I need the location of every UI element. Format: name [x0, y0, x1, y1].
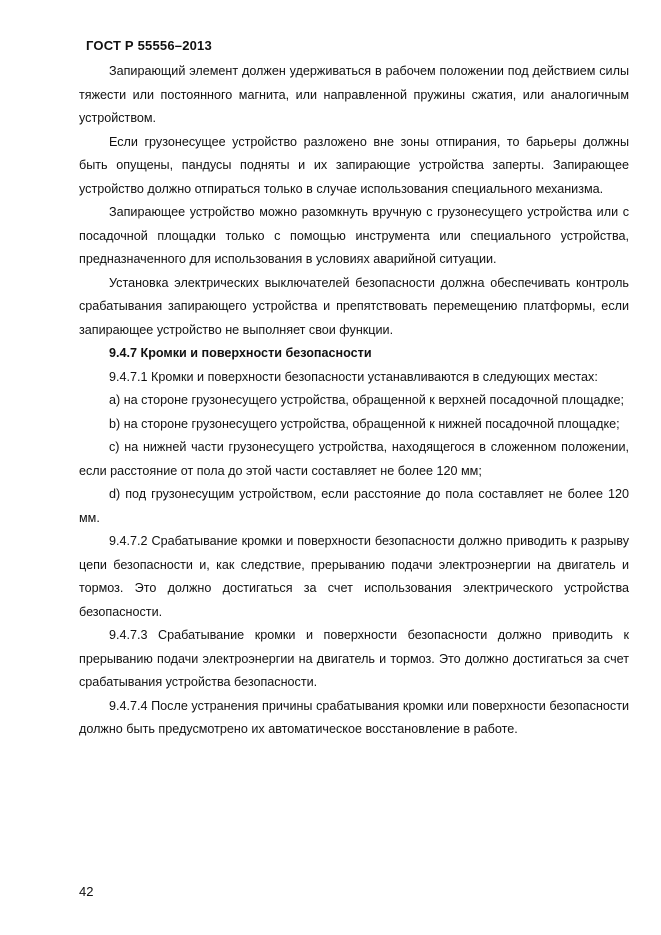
paragraph: Запирающий элемент должен удерживаться в рабочем положении под действием силы тяжести или постоянного магнита, или направленной пружины сжатия, или аналогичным устройством.: [79, 64, 629, 125]
document-body: [79, 60, 629, 742]
page-number: 42: [79, 884, 94, 899]
section-heading: 9.4.7 Кромки и поверхности безопасности: [109, 346, 372, 360]
list-item: b) на стороне грузонесущего устройства, обращенной к нижней посадочной площадке;: [109, 416, 620, 431]
clause-paragraph: 9.4.7.2 Срабатывание кромки и поверхности безопасности должно приводить к разрыву цепи безопасности и, как следствие, прерыванию подачи электроэнергии на двигатель и тормоз. Это должно достигаться за счет использования электрического устройства безопасности.: [79, 534, 629, 619]
list-item: a) на стороне грузонесущего устройства, обращенной к верхней посадочной площадке;: [109, 393, 624, 407]
paragraph: Запирающее устройство можно разомкнуть вручную с грузонесущего устройства или с посадочной площадки только с помощью инструмента или специального устройства, предназначенного для использования в условиях аварийной ситуации.: [79, 205, 629, 266]
document-header: ГОСТ Р 55556–2013: [86, 38, 212, 53]
clause-paragraph: 9.4.7.1 Кромки и поверхности безопасности устанавливаются в следующих местах:: [109, 369, 598, 384]
clause-paragraph: 9.4.7.4 После устранения причины срабатывания кромки или поверхности безопасности должно быть предусмотрено их автоматическое восстановление в работе.: [79, 698, 629, 736]
paragraph: Установка электрических выключателей безопасности должна обеспечивать контроль срабатывания запирающего устройства и препятствовать перемещению платформы, если запирающее устройство не выполняет свои функции.: [79, 275, 629, 337]
clause-paragraph: 9.4.7.3 Срабатывание кромки и поверхности безопасности должно приводить к прерыванию подачи электроэнергии на двигатель и тормоз. Это должно достигаться за счет срабатывания устройства безопасности.: [79, 628, 629, 689]
paragraph: Если грузонесущее устройство разложено вне зоны отпирания, то барьеры должны быть опущены, пандусы подняты и их запирающие устройства заперты. Запирающее устройство должно отпираться только в случае использования специального механизма.: [79, 134, 629, 196]
list-item: c) на нижней части грузонесущего устройства, находящегося в сложенном положении, если расстояние от пола до этой части составляет не более 120 мм;: [79, 440, 629, 478]
list-item: d) под грузонесущим устройством, если расстояние до пола составляет не более 120 мм.: [79, 487, 629, 525]
